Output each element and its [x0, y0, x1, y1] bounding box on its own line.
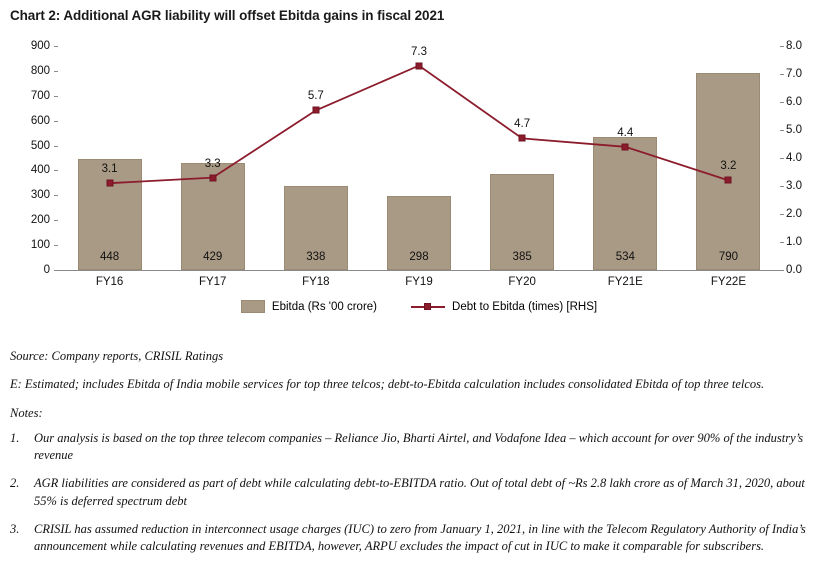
y-axis-right-tickmark: [780, 46, 784, 47]
y-axis-right-tickmark: [780, 270, 784, 271]
line-marker-FY20: [519, 135, 526, 142]
x-axis-label: FY18: [302, 276, 330, 288]
line-marker-FY17: [209, 174, 216, 181]
x-axis-label: FY19: [405, 276, 433, 288]
bar-value-label: 385: [512, 251, 532, 263]
y-axis-right-tick: 7.0: [786, 68, 802, 80]
x-axis-label: FY20: [508, 276, 536, 288]
bar-value-label: 429: [203, 251, 223, 263]
y-axis-left-tick: 200: [30, 214, 50, 227]
note-text: Our analysis is based on the top three telecom companies – Reliance Jio, Bharti Airtel, and Vodafone Idea – which account for over 90% of the industry’s revenue: [34, 430, 804, 462]
y-axis-right-tickmark: [780, 158, 784, 159]
y-axis-right-tickmark: [780, 74, 784, 75]
line-value-label: 4.7: [514, 118, 531, 131]
y-axis-right-tick: 4.0: [786, 152, 802, 164]
y-axis-right-tick: 3.0: [786, 180, 802, 192]
legend-line-swatch-icon: [411, 301, 445, 312]
bar-value-label: 790: [718, 251, 739, 263]
page-title: Chart 2: Additional AGR liability will offset Ebitda gains in fiscal 2021: [10, 8, 445, 23]
note-text: AGR liabilities are considered as part of debt while calculating debt-to-EBITDA ratio. Out of total debt of ~Rs 2.8 lakh crore as of March 31, 2020, about 55% is deferred spectrum debt: [34, 476, 805, 508]
chart-legend: [0, 300, 838, 313]
line-value-label: 7.3: [411, 45, 427, 58]
plot-area: [58, 46, 780, 270]
estimated-note: E: Estimated; includes Ebitda of India mobile services for top three telcos; debt-to-Ebitda calculation includes consolidated Ebitda of top three telcos.: [10, 377, 765, 392]
chart-container: [0, 34, 838, 294]
y-axis-left-tick: 0: [43, 264, 50, 276]
legend-label-ebitda: Ebitda (Rs '00 crore): [271, 300, 378, 313]
bar-value-label: 338: [306, 251, 326, 263]
notes-heading: Notes:: [10, 405, 43, 420]
note-number: 3.: [10, 521, 20, 536]
y-axis-right-tick: 1.0: [786, 236, 802, 248]
note-number: 1.: [10, 430, 20, 445]
x-axis-line: [58, 270, 780, 271]
y-axis-left-tick: 900: [30, 40, 50, 52]
y-axis-left-tick: 400: [30, 164, 50, 177]
y-axis-left-tick: 300: [30, 189, 50, 202]
line-value-label: 4.4: [617, 126, 634, 139]
line-marker-FY21E: [622, 143, 629, 150]
y-axis-left-tick: 600: [30, 114, 50, 127]
line-marker-FY18: [312, 107, 319, 114]
y-axis-right-tick: 6.0: [786, 96, 802, 108]
y-axis-right-tickmark: [780, 102, 784, 103]
line-value-label: 3.3: [204, 157, 221, 170]
line-marker-FY19: [416, 62, 423, 69]
legend-bar-swatch-icon: [241, 300, 265, 313]
note-item: [10, 521, 830, 556]
footnotes: [10, 348, 830, 566]
y-axis-right-tickmark: [780, 186, 784, 187]
bar-value-label: 298: [409, 251, 429, 263]
line-value-label: 5.7: [307, 90, 324, 103]
y-axis-left-tick: 500: [30, 139, 50, 152]
y-axis-left-tick: 100: [30, 239, 50, 252]
line-marker-FY16: [106, 180, 113, 187]
y-axis-right-tick: 8.0: [786, 40, 802, 52]
x-axis-label: FY22E: [710, 276, 746, 288]
bar-value-label: 448: [99, 251, 120, 263]
note-text: CRISIL has assumed reduction in interconnect usage charges (IUC) to zero from January 1, 2021, in line with the Telecom Regulatory Authority of India’s announcement while calculating revenues and EBITDA, however, ARPU excludes the impact of cut in IUC to make it comparable for subscribers.: [34, 521, 806, 553]
y-axis-left-tick: 800: [30, 64, 50, 77]
note-number: 2.: [10, 476, 20, 491]
y-axis-left-tick: 700: [30, 89, 50, 102]
y-axis-right-tick: 5.0: [786, 124, 802, 136]
y-axis-right-tickmark: [780, 242, 784, 243]
x-axis-label: FY17: [198, 276, 227, 288]
y-axis-right-tickmark: [780, 130, 784, 131]
note-item: [10, 475, 830, 510]
note-item: [10, 430, 830, 465]
line-series: [58, 46, 780, 270]
line-value-label: 3.2: [720, 160, 737, 173]
y-axis-right-tick: 0.0: [786, 264, 802, 276]
line-value-label: 3.1: [101, 163, 118, 176]
y-axis-right-tickmark: [780, 214, 784, 215]
y-axis-left-tickmark: [54, 270, 58, 271]
bar-value-label: 534: [615, 251, 635, 263]
x-axis-label: FY21E: [607, 276, 643, 288]
legend-label-debt-to-ebitda: Debt to Ebitda (times) [RHS]: [452, 300, 598, 313]
y-axis-right-tick: 2.0: [786, 208, 802, 220]
source-note: Source: Company reports, CRISIL Ratings: [10, 349, 224, 363]
legend-item-debt-to-ebitda: [411, 301, 597, 313]
legend-item-ebitda: [241, 300, 377, 313]
line-marker-FY22E: [725, 177, 732, 184]
x-axis-label: FY16: [95, 276, 124, 288]
